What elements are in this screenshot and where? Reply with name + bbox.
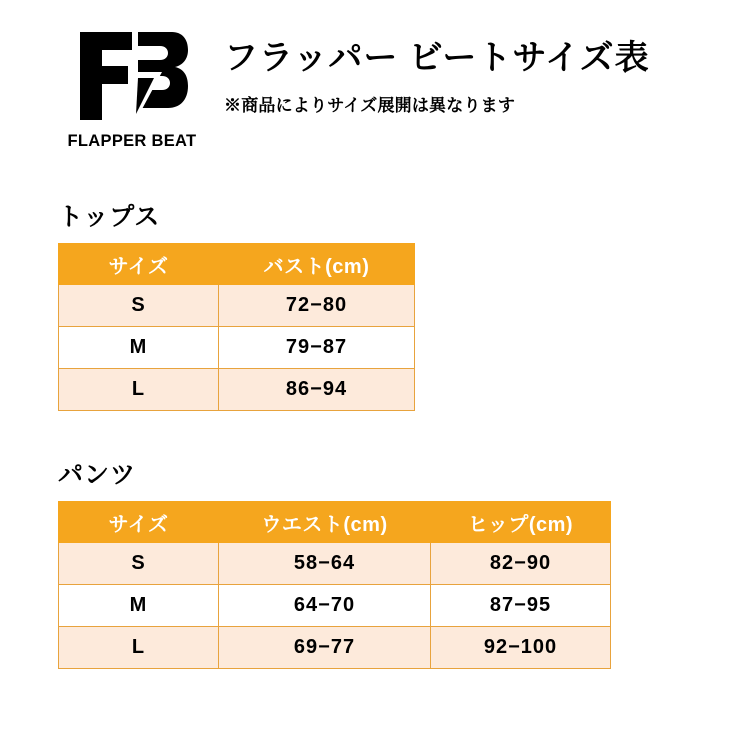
cell-hip: 82−90 [431,543,611,585]
table-row [59,369,415,411]
table-row [59,285,415,327]
brand-logo [58,28,206,151]
table-header-row [59,502,611,543]
column-header-waist: ウエスト(cm) [219,502,431,543]
table-row [59,543,611,585]
cell-waist: 64−70 [219,585,431,627]
column-header-size: サイズ [59,502,219,543]
table-row [59,627,611,669]
brand-logo-text: FLAPPER BEAT [67,132,197,150]
column-header-hip: ヒップ(cm) [431,502,611,543]
cell-waist: 58−64 [219,543,431,585]
cell-bust: 72−80 [219,285,415,327]
column-header-size: サイズ [59,244,219,285]
table-header-row [59,244,415,285]
section-tops [0,197,730,411]
cell-size: M [59,585,219,627]
cell-waist: 69−77 [219,627,431,669]
page-note: ※商品によりサイズ展開は異なります [224,96,516,116]
cell-size: L [59,369,219,411]
cell-bust: 79−87 [219,327,415,369]
section-pants [0,455,730,669]
cell-size: M [59,327,219,369]
page-title: フラッパー ビートサイズ表 [224,39,650,77]
cell-size: S [59,543,219,585]
flapper-beat-logo-icon [76,28,188,124]
section-heading-tops: トップス [58,203,161,231]
title-block [224,28,650,116]
cell-bust: 86−94 [219,369,415,411]
cell-hip: 87−95 [431,585,611,627]
table-row [59,327,415,369]
pants-size-table [58,501,611,669]
column-header-bust: バスト(cm) [219,244,415,285]
table-row [59,585,611,627]
tops-size-table [58,243,415,411]
cell-size: L [59,627,219,669]
header [0,0,730,151]
cell-size: S [59,285,219,327]
section-heading-pants: パンツ [58,461,137,489]
cell-hip: 92−100 [431,627,611,669]
